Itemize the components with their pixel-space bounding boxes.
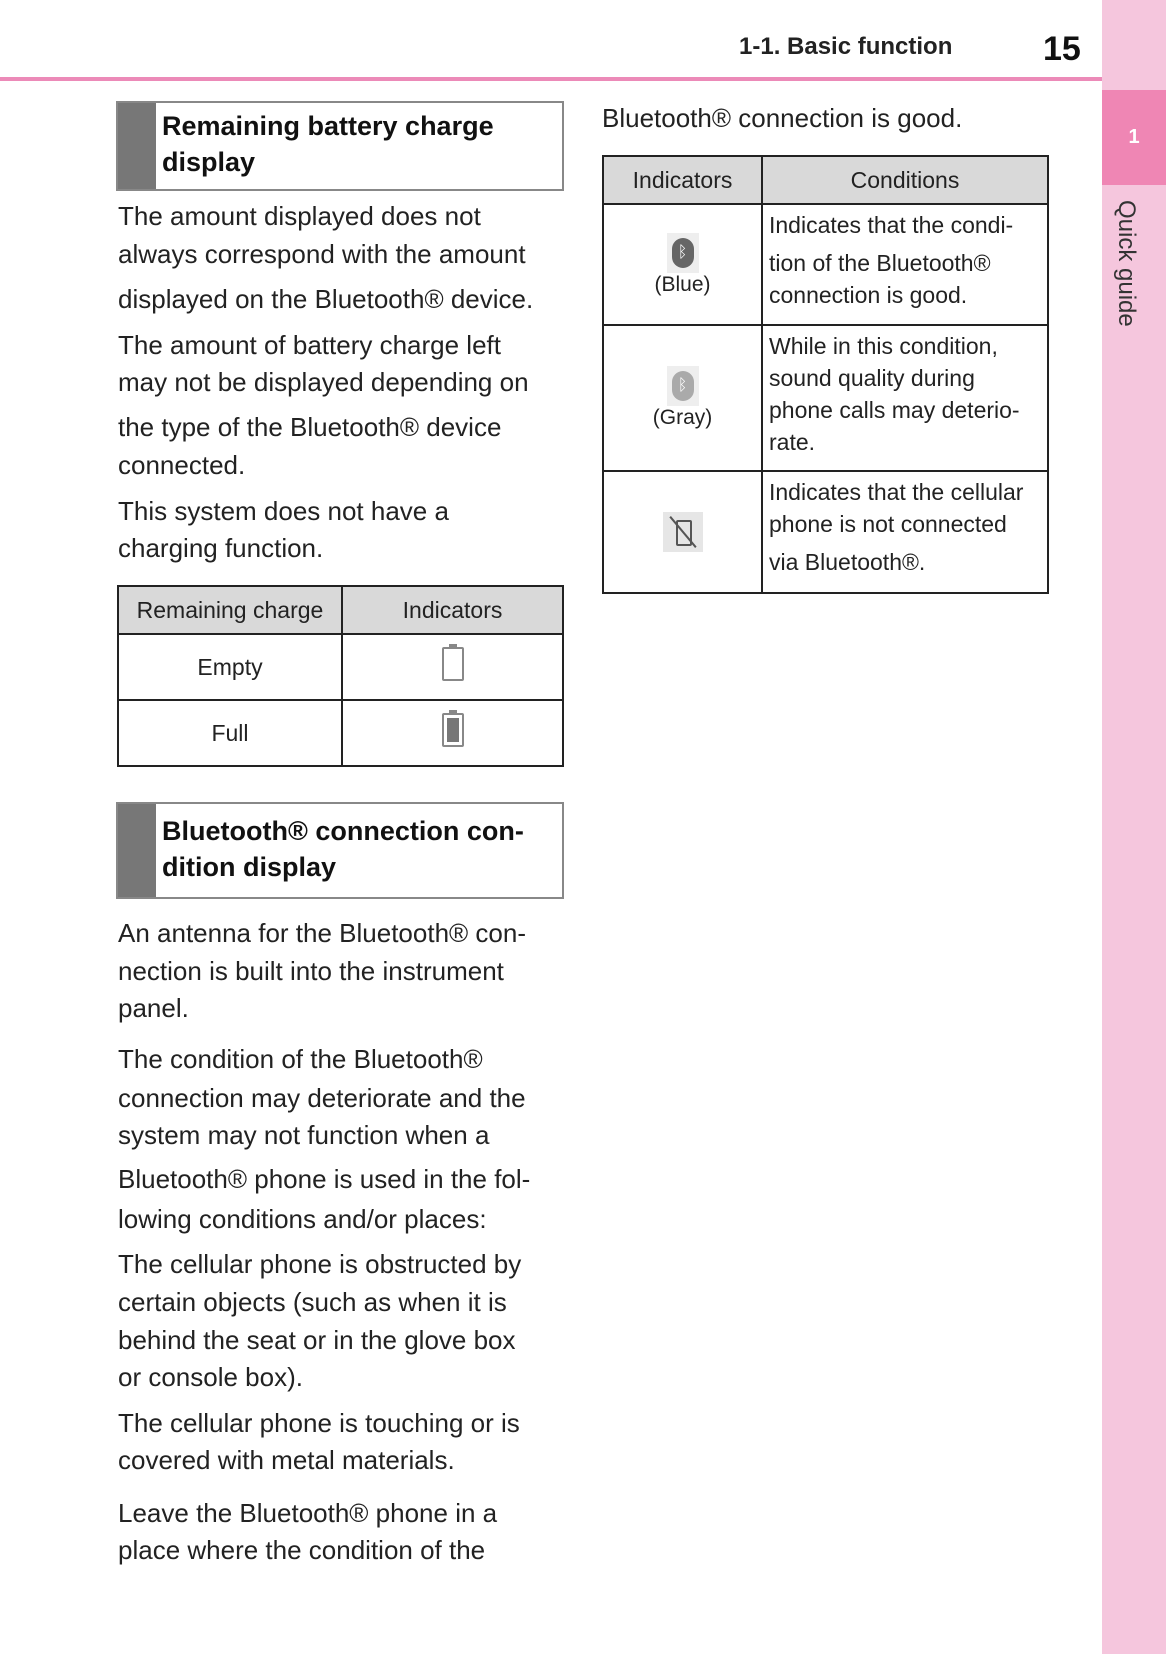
condition-line: phone calls may deterio-: [769, 397, 1020, 423]
text-line: place where the condition of the: [118, 1535, 486, 1565]
text-line: charging function.: [118, 533, 324, 563]
condition-line: Indicates that the condi-: [769, 212, 1014, 238]
page-number: 15: [1043, 30, 1081, 68]
condition-line: While in this condition,: [769, 333, 998, 359]
table-row: [603, 471, 1048, 593]
column-header: Remaining charge: [118, 586, 342, 634]
table-row: [118, 634, 563, 700]
heading-line: display: [162, 147, 256, 177]
text-line: system may not function when a: [118, 1120, 490, 1150]
text-line: panel.: [118, 993, 189, 1023]
bluetooth-table: [602, 155, 1049, 594]
text-line: Bluetooth® connection is good.: [602, 103, 963, 133]
text-line: the type of the Bluetooth® device: [118, 412, 502, 442]
text-line: behind the seat or in the glove box: [118, 1325, 516, 1355]
text-line: connection may deteriorate and the: [118, 1083, 526, 1113]
battery-table: [117, 585, 564, 767]
header-rule: [0, 77, 1102, 81]
text-line: The amount of battery charge left: [118, 330, 501, 360]
condition-line: rate.: [769, 429, 816, 455]
condition-line: connection is good.: [769, 282, 968, 308]
table-row: [603, 204, 1048, 325]
text-line: Leave the Bluetooth® phone in a: [118, 1498, 498, 1528]
heading-line: Bluetooth® connection con-: [162, 816, 524, 846]
charge-label: Full: [118, 700, 342, 766]
chapter-label: Quick guide: [1113, 200, 1140, 327]
table-row: [118, 700, 563, 766]
text-line: The cellular phone is obstructed by: [118, 1249, 522, 1279]
text-line: The amount displayed does not: [118, 201, 481, 231]
text-line: always correspond with the amount: [118, 239, 526, 269]
text-line: may not be displayed depending on: [118, 367, 529, 397]
text-line: The condition of the Bluetooth®: [118, 1044, 483, 1074]
column-header: Indicators: [342, 586, 563, 634]
condition-line: Indicates that the cellular: [769, 479, 1024, 505]
condition-line: tion of the Bluetooth®: [769, 250, 991, 276]
charge-label: Empty: [118, 634, 342, 700]
text-line: covered with metal materials.: [118, 1445, 455, 1475]
bluetooth-heading: [116, 802, 564, 899]
battery-heading: [116, 101, 564, 191]
icon-caption: (Gray): [652, 406, 713, 429]
condition-line: via Bluetooth®.: [769, 549, 926, 575]
phone-disconnected-icon: [663, 512, 703, 552]
condition-line: phone is not connected: [769, 511, 1007, 537]
text-line: The cellular phone is touching or is: [118, 1408, 520, 1438]
chapter-tab[interactable]: 1: [1102, 90, 1166, 185]
icon-caption: (Blue): [654, 272, 711, 296]
bluetooth-blue-icon: ᛒ: [667, 233, 699, 273]
text-line: lowing conditions and/or places:: [118, 1204, 487, 1234]
column-header: Indicators: [603, 156, 762, 204]
table-row: [603, 325, 1048, 471]
text-line: This system does not have a: [118, 496, 449, 526]
text-line: connected.: [118, 450, 246, 480]
heading-line: dition display: [162, 852, 337, 882]
condition-line: sound quality during: [769, 365, 975, 391]
text-line: nection is built into the instrument: [118, 956, 504, 986]
battery-full-icon: [442, 713, 464, 747]
text-line: or console box).: [118, 1362, 303, 1392]
column-header: Conditions: [762, 156, 1048, 204]
text-line: displayed on the Bluetooth® device.: [118, 284, 534, 314]
section-title: 1-1. Basic function: [739, 33, 953, 60]
text-line: An antenna for the Bluetooth® con-: [118, 918, 526, 948]
heading-line: Remaining battery charge: [162, 111, 494, 141]
battery-empty-icon: [442, 647, 464, 681]
text-line: Bluetooth® phone is used in the fol-: [118, 1164, 531, 1194]
bluetooth-gray-icon: ᛒ: [667, 366, 699, 406]
text-line: certain objects (such as when it is: [118, 1287, 507, 1317]
